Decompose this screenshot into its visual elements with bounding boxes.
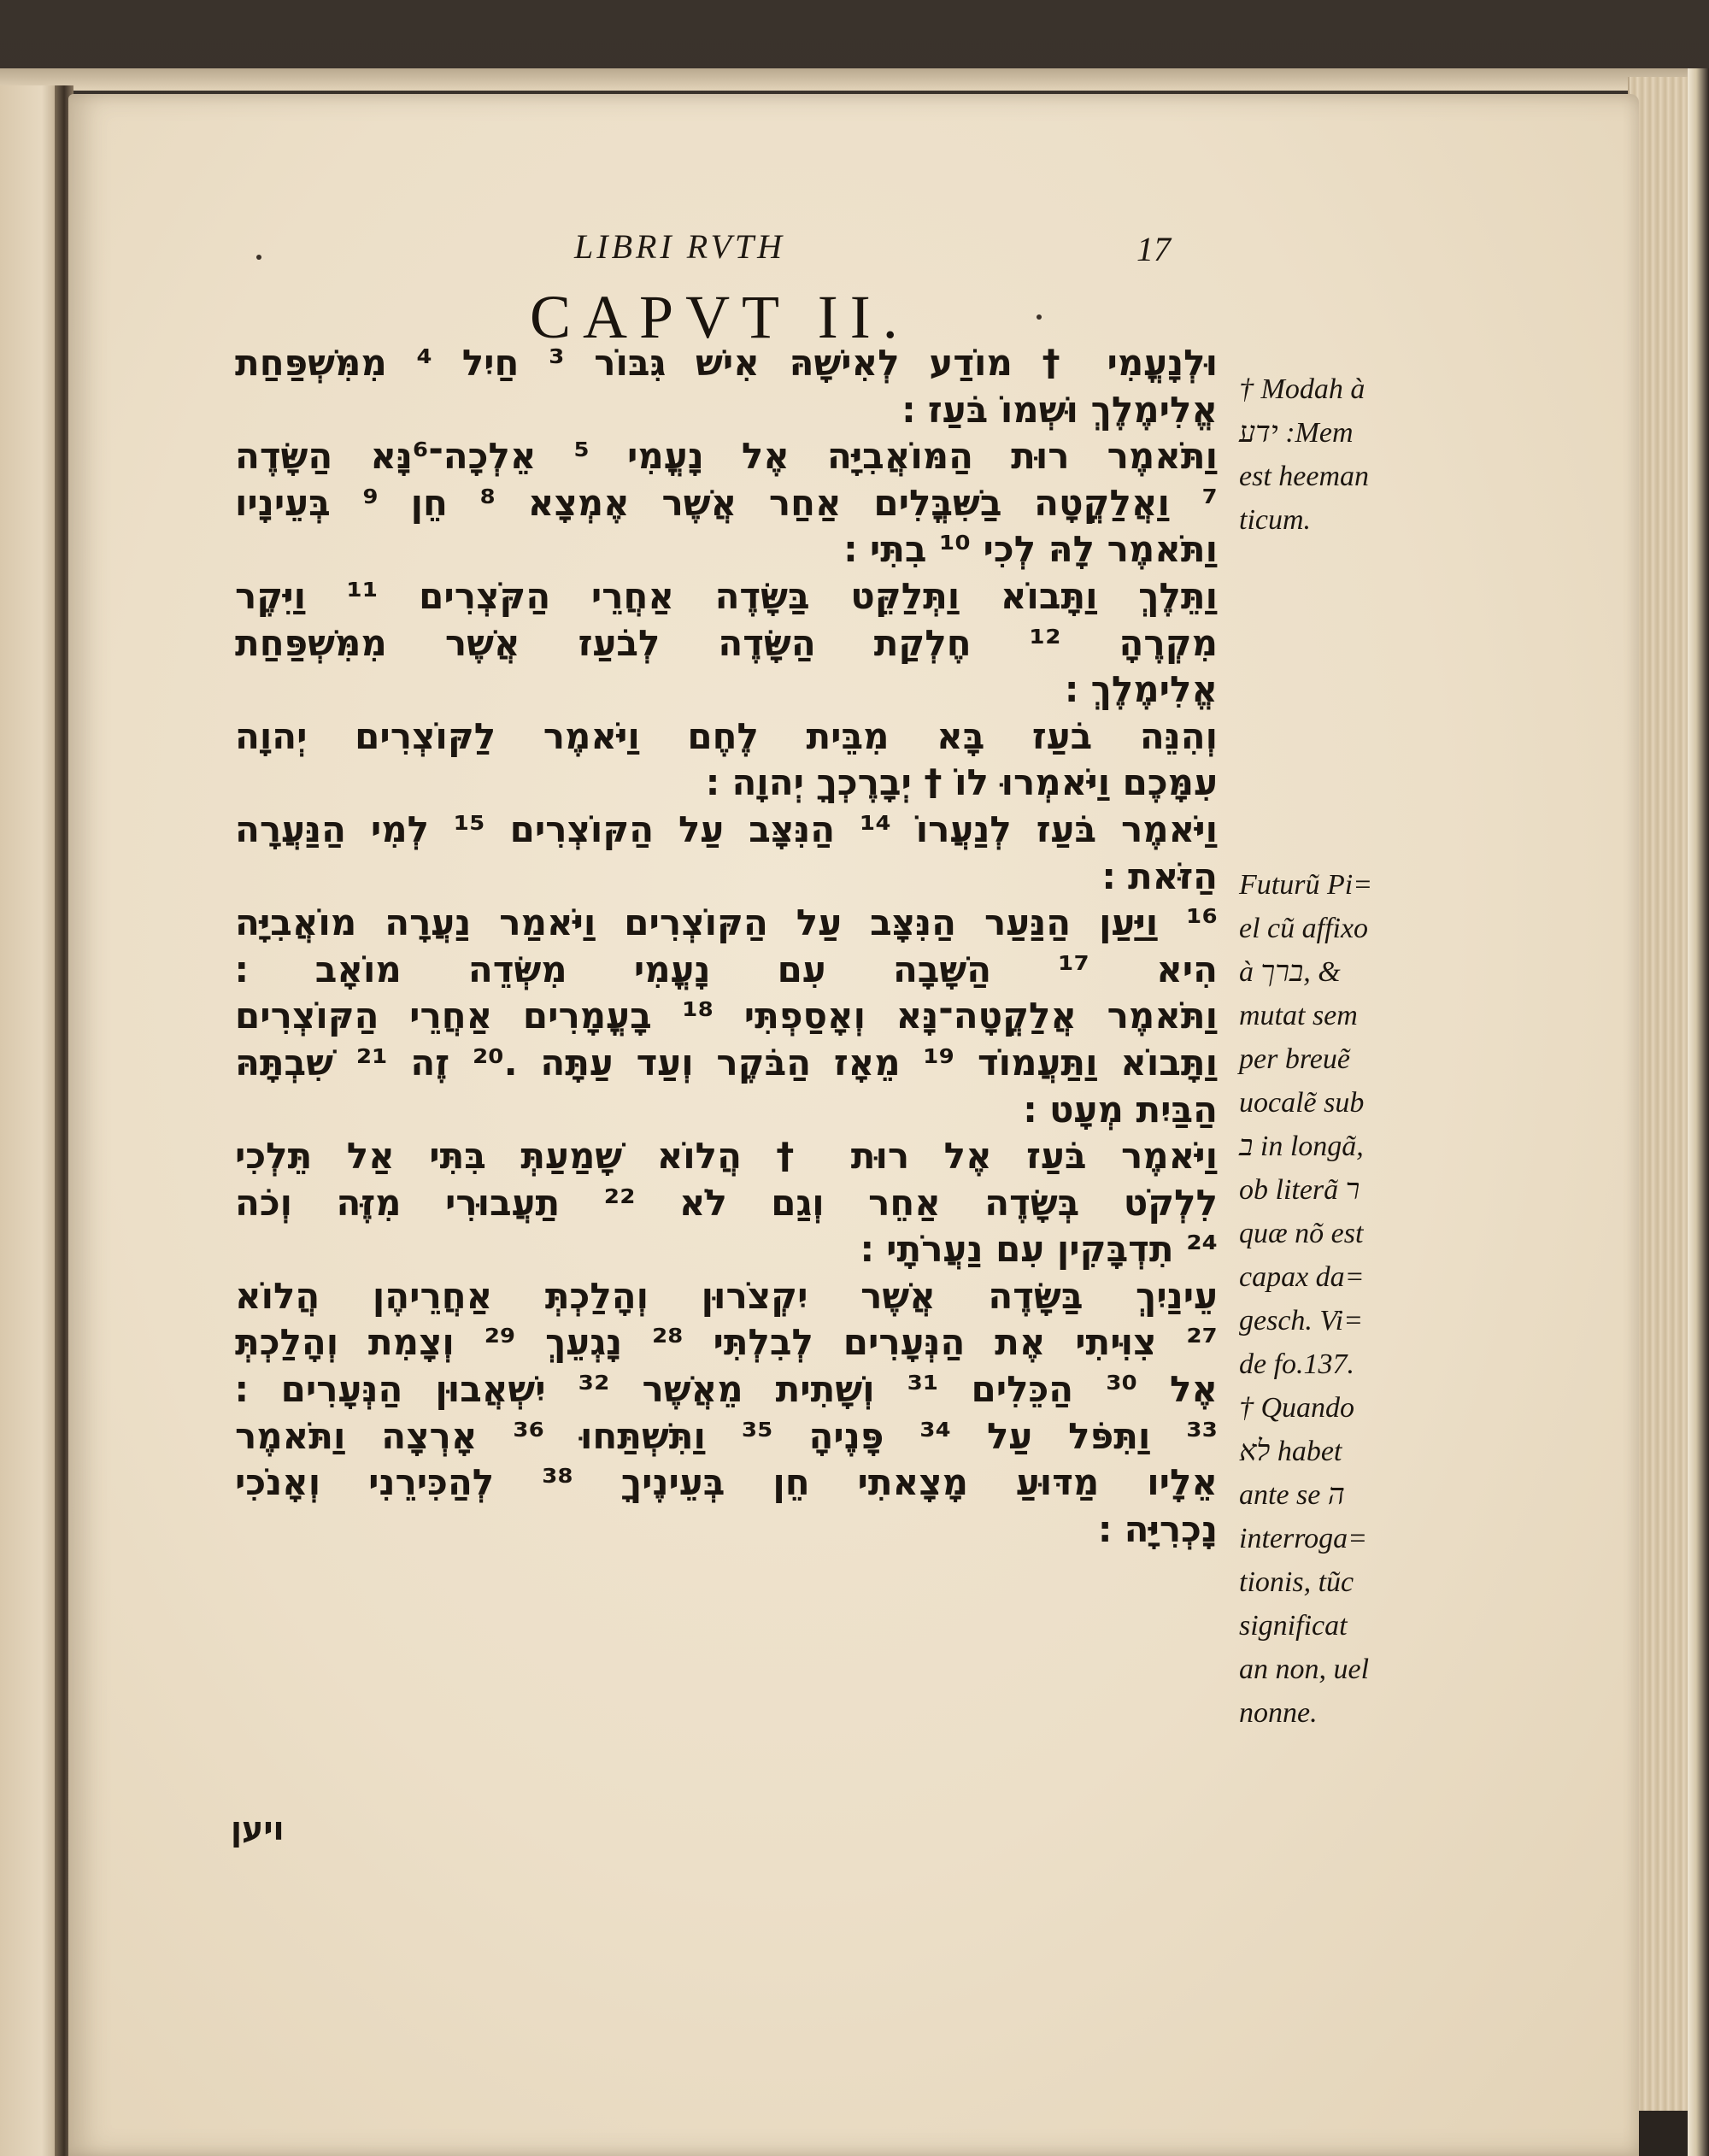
catchword: ויען [231,1810,285,1848]
text-line: אֱלִימֶלֶךְ וּשְׁמוֹ בֹּעַז ׃ [901,388,1218,431]
note-line: mutat sem [1239,1000,1358,1031]
text-line: ²⁷ צִוִּיתִי אֶת הַנְּעָרִים לְבִלְתִּי ²⁸ נָגְעֵךְ ²⁹ וְצָמִת וְהָלַכְתְּ [235,1321,1218,1364]
binding-edge [1688,68,1709,2156]
note-line: capax da= [1239,1261,1365,1293]
text-line: וַיֹּאמֶר בֹּעַז אֶל רוּת † הֲלוֹא שָׁמַעַתְּ בִּתִּי אַל תֵּלְכִי [235,1135,1218,1178]
text-line: הִיא ¹⁷ הַשָּׁבָה עִם נָעֳמִי מִשְּׂדֵה מוֹאָב ׃ [235,948,1218,990]
facing-page-edge [0,85,60,2156]
text-line: וַתֵּלֶךְ וַתָּבוֹא וַתְּלַקֵּט בַּשָּׂדֶה אַחֲרֵי הַקֹּצְרִים ¹¹ וַיִּקֶר [235,574,1218,617]
note-line: significat [1239,1610,1348,1642]
note-line: nonne. [1239,1697,1318,1729]
note-line: † Modah à [1239,373,1365,405]
text-line: עִמָּכֶם וַיֹּאמְרוּ לוֹ † יְבָרֶכְךָ יְהוָה ׃ [706,761,1218,804]
chapter-title: CAPVT II. [530,283,910,351]
hebrew-text-block [235,340,1218,1553]
text-line: ²⁴ תִדְבָּקִין עִם נַעֲרֹתָי ׃ [860,1228,1218,1271]
text-line: וַתָּבוֹא וַתַּעֲמוֹד ¹⁹ מֵאָז הַבֹּקֶר וְעַד עַתָּה .²⁰ זֶה ²¹ שִׁבְתָּהּ [235,1041,1218,1084]
text-line: עֵינַיִךְ בַּשָּׂדֶה אֲשֶׁר יִקְצֹרוּן וְהָלַכְתְּ אַחֲרֵיהֶן הֲלוֹא [235,1274,1218,1317]
text-line: אֵלָיו מַדּוּעַ מָצָאתִי חֵן בְּעֵינֶיךָ ³⁸ לְהַכִּירֵנִי וְאָנֹכִי [235,1461,1218,1504]
note-line: ticum. [1239,504,1312,536]
note-line: el cũ affixo [1239,913,1369,944]
margin-note-futurum [1239,863,1389,1735]
note-line: ידע :Mem [1239,417,1354,449]
text-line: וּלְנָעֳמִי † מוֹדַע לְאִישָׁהּ אִישׁ גִּבּוֹר ³ חַיִל ⁴ מִמִּשְׁפַּחַת [235,342,1218,384]
note-line: gesch. Vi= [1239,1305,1364,1336]
text-line: הַזֹּאת ׃ [1101,855,1218,897]
note-line: interroga= [1239,1523,1368,1554]
text-line: אֱלִימֶלֶךְ ׃ [1065,668,1218,711]
note-line: tionis, tũc [1239,1566,1354,1598]
note-line: quæ nõ est [1239,1218,1364,1249]
text-line: לִלְקֹט בְּשָׂדֶה אַחֵר וְגַם לֹא ²² תַעֲבוּרִי מִזֶּה וְכֹה [235,1181,1218,1224]
ink-speck [1037,314,1042,320]
note-line: Futurũ Pi= [1239,869,1373,901]
note-line: uocalẽ sub [1239,1087,1365,1119]
text-line: נָכְרִיָּה ׃ [1098,1507,1218,1550]
text-line: וַתֹּאמֶר אֲלַקֳטָה־נָּא וְאָסַפְתִּי ¹⁸ בָעֳמָרִים אַחֲרֵי הַקּוֹצְרִים [235,995,1218,1037]
folio-number: 17 [1136,230,1171,268]
note-line: ante se ה [1239,1479,1345,1511]
top-page-edge [0,68,1709,91]
note-line: per breuẽ [1239,1043,1350,1075]
note-line: † Quando [1239,1392,1355,1424]
text-line: וַיֹּאמֶר בֹּעַז לְנַעֲרוֹ ¹⁴ הַנִּצָּב עַל הַקּוֹצְרִים ¹⁵ לְמִי הַנַּעֲרָה [235,808,1218,850]
note-line: à ברך, & [1239,956,1341,988]
text-line: וְהִנֵּה בֹעַז בָּא מִבֵּית לֶחֶם וַיֹּאמֶר לַקּוֹצְרִים יְהוָה [235,714,1218,757]
note-line: ב in longã, [1239,1131,1364,1162]
running-head: LIBRI RVTH [574,227,786,266]
note-line: ob literã ר [1239,1174,1360,1206]
text-line: הַבַּיִת מְעָט ׃ [1023,1088,1218,1131]
margin-note-modah [1239,367,1389,542]
note-line: de fo.137. [1239,1348,1355,1380]
text-line: אֶל ³⁰ הַכֵּלִים ³¹ וְשָׁתִית מֵאֲשֶׁר ³² יִשְׁאֲבוּן הַנְּעָרִים ׃ [235,1368,1218,1411]
text-line: וַתֹּאמֶר רוּת הַמּוֹאֲבִיָּה אֶל נָעֳמִי ⁵ אֵלְכָה־⁶נָּא הַשָּׂדֶה [235,435,1218,478]
text-line: ⁷ וַאֲלַקֳטָה בַשִּׁבֳּלִים אַחַר אֲשֶׁר אֶמְצָא ⁸ חֵן ⁹ בְּעֵינָיו [235,481,1218,524]
note-line: an non, uel [1239,1654,1370,1685]
text-line: וַתֹּאמֶר לָהּ לְכִי ¹⁰ בִתִּי ׃ [843,528,1218,571]
ink-speck [256,255,261,260]
text-line: ³³ וַתִּפֹּל עַל ³⁴ פָּנֶיהָ ³⁵ וַתִּשְׁתַּחוּ ³⁶ אָרְצָה וַתֹּאמֶר [235,1414,1218,1457]
text-line: מִקְרֶהָ ¹² חֶלְקַת הַשָּׂדֶה לְבֹעַז אֲשֶׁר מִמִּשְׁפַּחַת [235,621,1218,664]
note-line: לא habet [1239,1436,1342,1467]
note-line: est heeman [1239,461,1370,492]
text-line: ¹⁶ וַיַּעַן הַנַּעַר הַנִּצָּב עַל הַקּוֹצְרִים וַיֹּאמַר נַעֲרָה מוֹאֲבִיָּה [235,902,1218,944]
